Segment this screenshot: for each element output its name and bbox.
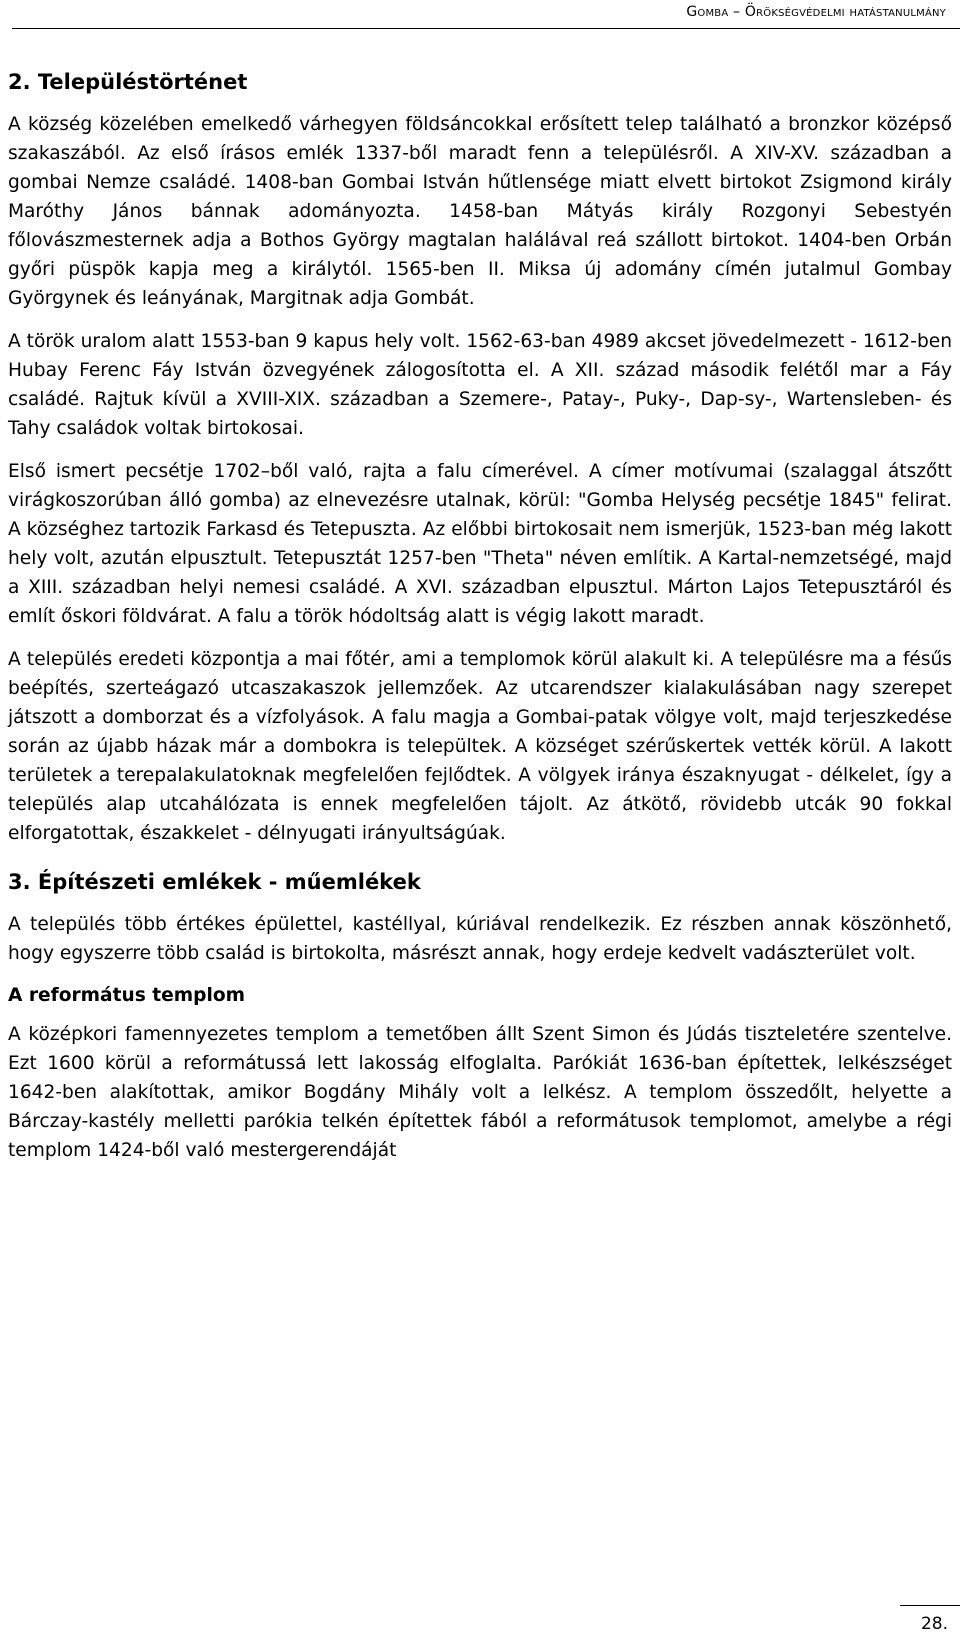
header-rule bbox=[12, 28, 960, 29]
section-2-paragraph-4: A település eredeti központja a mai főtér, ami a templomok körül alakult ki. A településre ma a fésűs beépítés, szerteágazó utcaszakaszok jellemzőek. Az utcarendszer kialakulásában nagy szerepet játszott a domborzat és a vízfolyások. A falu magja a Gombai-patak völgye volt, majd terjeszkedése során az újabb házak már a dombokra is települtek. A községet szérűskertek vették körül. A lakott területek a terepalakulatoknak megfelelően fejlődtek. A völgyek iránya északnyugat - délkelet, így a település alap utcahálózata is ennek megfelelően tájolt. Az átkötő, rövidebb utcák 90 fokkal elforgatottak, északkelet - délnyugati irányultságúak. bbox=[8, 649, 952, 844]
running-header-title: Gomba – Örökségvédelmi hatástanulmány bbox=[686, 4, 946, 20]
section-3-heading: 3. Építészeti emlékek - műemlékek bbox=[8, 870, 421, 894]
section-2-paragraph-1: A község közelében emelkedő várhegyen földsáncokkal erősített telep található a bronzkor középső szakaszából. Az első írásos emlék 1337-ből maradt fenn a településről. A XIV-XV. században a gombai Nemze családé. 1408-ban Gombai István hűtlensége miatt elvett birtokot Zsigmond király Maróthy János bánnak adományozta. 1458-ban Mátyás király Rozgonyi Sebestyén főlovászmesternek adja a Bothos György magtalan halálával reá szállott birtokot. 1404-ben Orbán győri püspök kapja meg a királytól. 1565-ben II. Miksa új adomány címén jutalmul Gombay Györgynek és leányának, Margitnak adja Gombát. bbox=[8, 114, 952, 309]
page-number: 28. bbox=[920, 1614, 948, 1634]
section-2-heading: 2. Településtörténet bbox=[8, 70, 248, 94]
section-2-paragraph-2: A török uralom alatt 1553-ban 9 kapus hely volt. 1562-63-ban 4989 akcset jövedelmezett - 1612-ben Hubay Ferenc Fáy István özvegyének zálogosította el. A XII. század második felétől mar a Fáy családé. Rajtuk kívül a XVIII-XIX. században a Szemere-, Patay-, Puky-, Dap-sy-, Wartensleben- és Tahy családok voltak birtokosai. bbox=[8, 331, 952, 439]
subsection-heading-reformed-church: A református templom bbox=[8, 985, 245, 1006]
page-body bbox=[8, 66, 952, 1179]
running-header bbox=[0, 4, 946, 20]
section-2-paragraph-3: Első ismert pecsétje 1702–ből való, rajta a falu címerével. A címer motívumai (szalaggal átszőtt virágkoszorúban álló gomba) az elnevezésre utalnak, körül: "Gomba Helység pecsétje 1845" felirat. A községhez tartozik Farkasd és Tetepuszta. Az előbbi birtokosait nem ismerjük, 1523-ban még lakott hely volt, azután elpusztult. Tetepusztát 1257-ben "Theta" néven említik. A Kartal-nemzetségé, majd a XIII. században helyi nemesi családé. A XVI. században elpusztul. Márton Lajos Tetepusztáról és említ őskori földvárat. A falu a török hódoltság alatt is végig lakott maradt. bbox=[8, 461, 952, 627]
footer-rule bbox=[900, 1605, 960, 1606]
section-3-intro: A település több értékes épülettel, kastéllyal, kúriával rendelkezik. Ez részben annak köszönhető, hogy egyszerre több család is birtokolta, másrészt annak, hogy erdeje kedvelt vadászterület volt. bbox=[8, 914, 952, 964]
subsection-paragraph-reformed-church: A középkori famennyezetes templom a temetőben állt Szent Simon és Júdás tiszteletére szentelve. Ezt 1600 körül a reformátussá lett lakosság elfoglalta. Parókiát 1636-ban építettek, lelkészséget 1642-ben alakítottak, amikor Bogdány Mihály volt a lelkész. A templom összedőlt, helyette a Bárczay-kastély melletti parókia telkén építettek fából a reformátusok templomot, amelybe a régi templom 1424-ből való mestergerendáját bbox=[8, 1024, 952, 1161]
